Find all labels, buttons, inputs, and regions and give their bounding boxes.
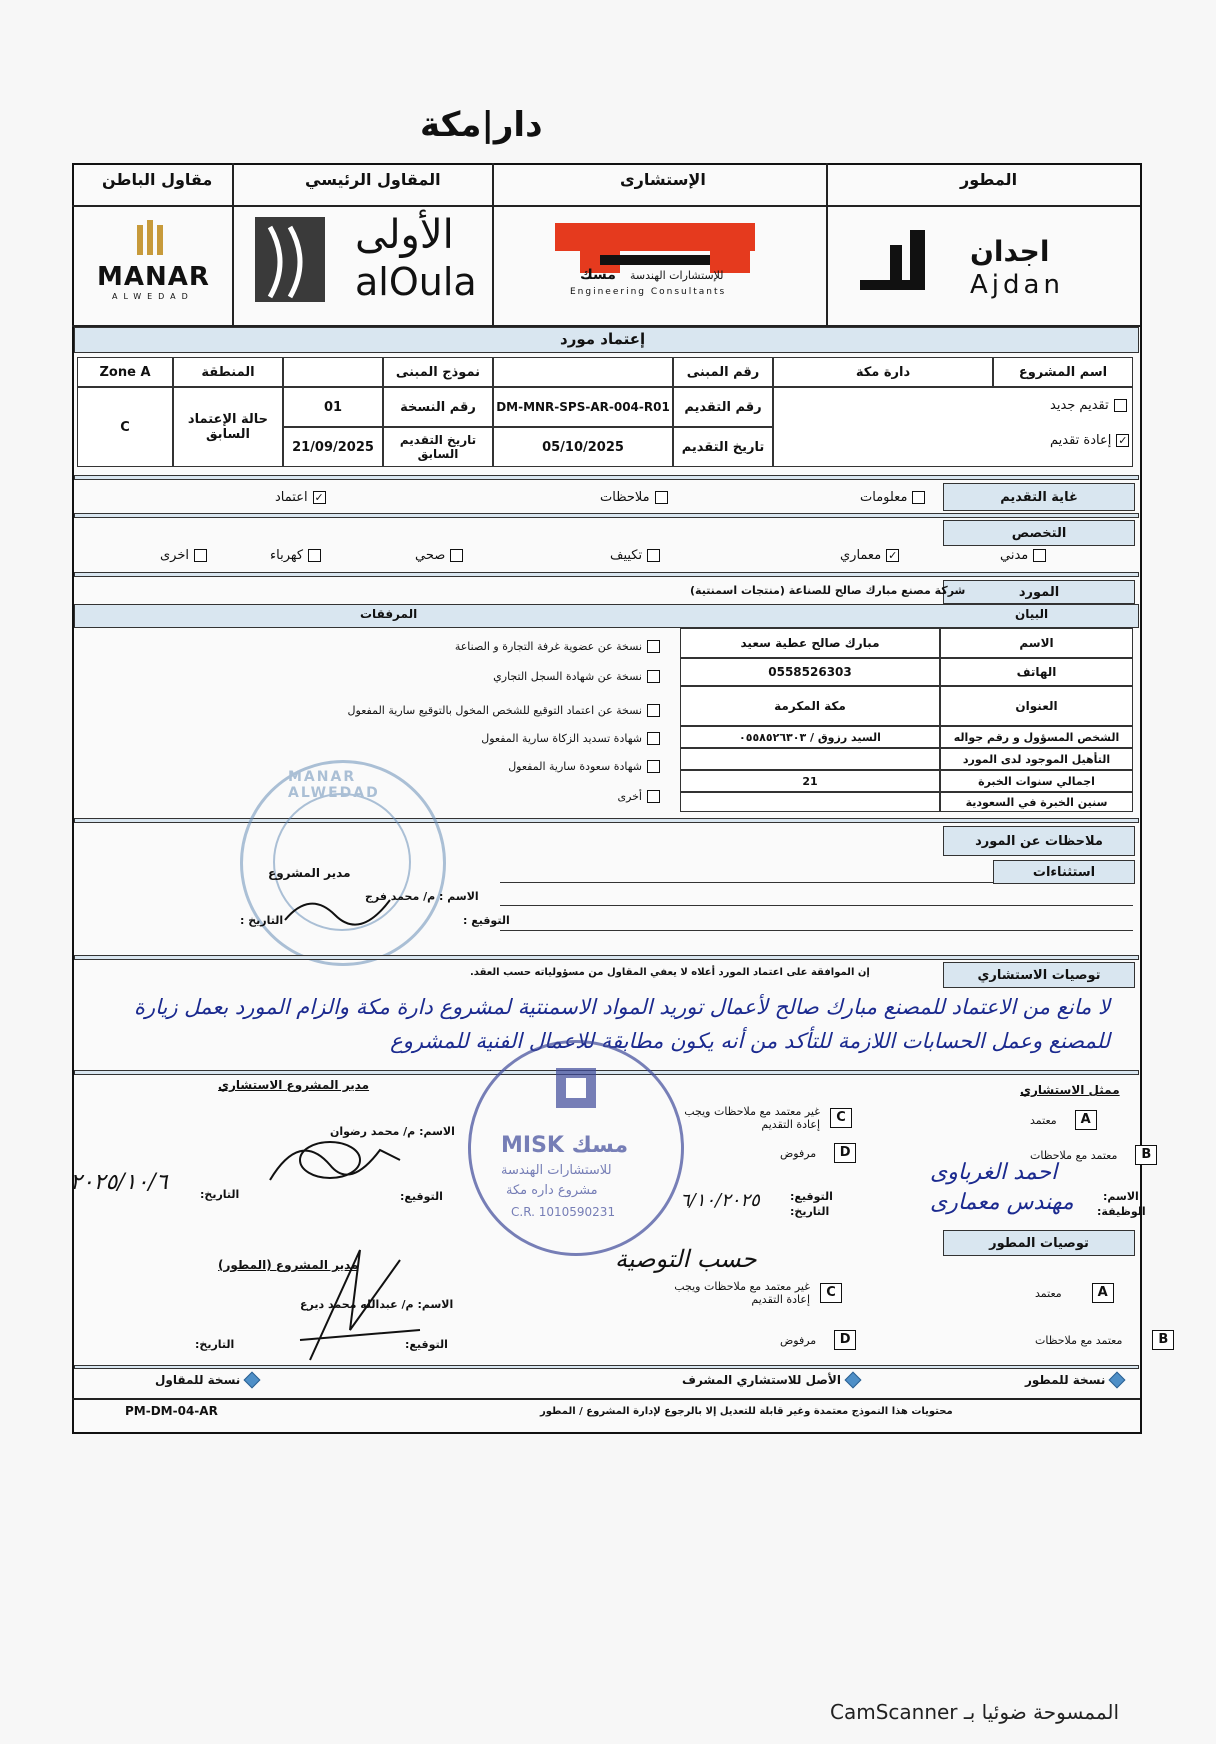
data-label: البيان [1015, 607, 1049, 621]
resubmittal-checkbox[interactable]: ✓ إعادة تقديم [1050, 433, 1128, 448]
copy-consultant: الأصل للاستشاري المشرف [682, 1373, 859, 1387]
copy-no-value: 01 [283, 387, 383, 427]
form-title: إعتماد مورد [560, 330, 646, 348]
detail-label-5: اجمالي سنوات الخبرة [940, 770, 1133, 792]
consultant-pm-title: مدير المشروع الاستشاري [218, 1078, 370, 1092]
submittal-date-label: تاريخ التقديم [673, 427, 773, 467]
attachment-item[interactable]: شهادة تسديد الزكاة سارية المفعول [481, 732, 660, 745]
camscanner-watermark: الممسوحة ضوئيا بـ CamScanner [830, 1700, 1120, 1724]
header-main-contractor: المقاول الرئيسي [305, 170, 441, 189]
contractor-pm-name: الاسم : م/ محمد فرج [365, 890, 479, 903]
prev-status-value: C [77, 387, 173, 467]
specialty-plumbing-checkbox[interactable]: صحي [415, 548, 463, 563]
rep-job-label: الوظيفة: [1097, 1205, 1146, 1218]
building-model-label: نموذج المبنى [383, 357, 493, 387]
contractor-pm-date: التاريخ : [240, 914, 284, 927]
developer-pm-title: مدير المشروع (المطور) [218, 1258, 359, 1272]
copy-no-label: رقم النسخة [383, 387, 493, 427]
ajdan-logo: اجدان Ajdan [850, 220, 1120, 310]
specialty-hvac-checkbox[interactable]: تكييف [610, 548, 660, 563]
detail-value-3: السيد رزوق / ٠٥٥٨٥٢٦٣٠٣ [680, 726, 940, 748]
building-no-value [493, 357, 673, 387]
detail-value-0: مبارك صالح عطية سعيد [680, 628, 940, 658]
rep-sign-label: التوقيع: [790, 1190, 833, 1203]
purpose-notes-checkbox[interactable]: ملاحظات [600, 490, 668, 505]
diamond-icon [1109, 1372, 1126, 1389]
prev-date-label: تاريخ التقديم السابق [383, 427, 493, 467]
dev-opt-d[interactable]: D مرفوض [780, 1330, 856, 1350]
attachment-item[interactable]: نسخة عن عضوية غرفة التجارة و الصناعة [455, 640, 660, 653]
manar-logo: MANAR ALWEDAD [92, 220, 222, 310]
project-name-label: اسم المشروع [993, 357, 1133, 387]
project-name-value: دارة مكة [773, 357, 993, 387]
rep-job-hand: مهندس معمارى [930, 1190, 1074, 1215]
attachment-item[interactable]: نسخة عن اعتماد التوقيع للشخص المخول بالتوقيع سارية المفعول [348, 704, 660, 717]
copy-developer: نسخة للمطور [1025, 1373, 1123, 1387]
developer-rec-hand: حسب التوصية [615, 1245, 757, 1273]
prev-date-value: 21/09/2025 [283, 427, 383, 467]
header-subcontractor: مقاول الباطن [102, 170, 213, 189]
prev-status-label: حالة الإعتماد السابق [173, 387, 283, 467]
supplier-label: المورد [943, 580, 1135, 604]
contractor-pm-signature [280, 885, 400, 935]
detail-value-1: 0558526303 [680, 658, 940, 686]
detail-label-3: الشخص المسؤول و رقم جواله [940, 726, 1133, 748]
rep-name-label: الاسم: [1103, 1190, 1139, 1203]
supplier-name: شركة مصنع مبارك صالح للصناعة (منتجات اسمنتية) [690, 584, 966, 597]
footer-note: محتويات هذا النموذج معتمدة وغير قابلة للتعديل إلا بالرجوع لإدارة المشروع / المطور [540, 1406, 953, 1417]
consultant-pm-sign: التوقيع: [400, 1190, 443, 1203]
new-submittal-checkbox[interactable]: تقديم جديد [1050, 398, 1127, 413]
diamond-icon [244, 1372, 261, 1389]
detail-label-0: الاسم [940, 628, 1133, 658]
rep-opt-b[interactable]: B معتمد مع ملاحظات [1030, 1145, 1157, 1165]
rep-date-label: التاريخ: [790, 1205, 830, 1218]
manar-stamp: MANAR ALWEDAD [240, 760, 446, 966]
consultant-rec-label: توصيات الاستشاري [943, 962, 1135, 988]
specialty-civil-checkbox[interactable]: مدني [1000, 548, 1046, 563]
header-developer: المطور [960, 170, 1018, 189]
zone-label: المنطقة [173, 357, 283, 387]
zone-value: Zone A [77, 357, 173, 387]
exceptions-label: استثناءات [993, 860, 1135, 884]
specialty-arch-checkbox[interactable]: ✓ معماري [840, 548, 898, 563]
specialty-other-checkbox[interactable]: اخرى [160, 548, 207, 563]
specialty-electrical-checkbox[interactable]: كهرباء [270, 548, 321, 563]
attachments-label: المرفقات [360, 607, 418, 621]
developer-rec-label: توصيات المطور [943, 1230, 1135, 1256]
supplier-notes-label: ملاحظات عن المورد [943, 826, 1135, 856]
detail-value-6 [680, 792, 940, 812]
developer-pm-name: الاسم: م/ عبدالله محمد ديرع [300, 1298, 454, 1311]
detail-value-2: مكة المكرمة [680, 686, 940, 726]
rep-opt-d[interactable]: D مرفوض [780, 1143, 856, 1163]
header-consultant: الإستشارى [620, 170, 706, 189]
purpose-label: غاية التقديم [943, 483, 1135, 511]
detail-value-5: 21 [680, 770, 940, 792]
specialty-label: التخصص [943, 520, 1135, 546]
footer-code: PM-DM-04-AR [125, 1404, 218, 1418]
contractor-pm-title: مدير المشروع [268, 866, 351, 880]
consultant-pm-signature [260, 1120, 410, 1200]
detail-label-2: العنوان [940, 686, 1133, 726]
submittal-date-value: 05/10/2025 [493, 427, 673, 467]
developer-pm-signature [290, 1240, 430, 1370]
developer-pm-date: التاريخ: [195, 1338, 235, 1351]
consultant-rec-note: إن الموافقة على اعتماد المورد أعلاه لا يعفي المقاول من مسؤولياته حسب العقد. [470, 967, 870, 978]
rep-opt-a[interactable]: A معتمد [1030, 1110, 1097, 1130]
dev-opt-c[interactable]: C غير معتمد مع ملاحظات ويجب إعادة التقديم [660, 1280, 842, 1306]
diamond-icon [844, 1372, 861, 1389]
consultant-rep-title: ممثل الاستشاري [1020, 1083, 1120, 1097]
aloula-logo: الأولى alOula [250, 212, 480, 312]
detail-label-4: التأهيل الموجود لدى المورد [940, 748, 1133, 770]
developer-pm-sign: التوقيع: [405, 1338, 448, 1351]
purpose-info-checkbox[interactable]: معلومات [860, 490, 925, 505]
misk-logo: مسك للإستشارات الهندسة Engineering Consultants [520, 215, 800, 315]
building-model-value [283, 357, 383, 387]
dev-opt-a[interactable]: A معتمد [1035, 1283, 1114, 1303]
consultant-pm-date-label: التاريخ: [200, 1188, 240, 1201]
dar-makkah-logo: دار|مكة [420, 105, 543, 145]
copy-contractor: نسخة للمقاول [155, 1373, 258, 1387]
rep-opt-c[interactable]: C غير معتمد مع ملاحظات ويجب إعادة التقديم [670, 1105, 852, 1131]
submittal-no-label: رقم التقديم [673, 387, 773, 427]
detail-label-6: سنين الخبرة في السعودية [940, 792, 1133, 812]
attachment-item[interactable]: أخرى [617, 790, 660, 803]
rep-date-hand: ٦/١٠/٢٠٢٥ [680, 1190, 760, 1211]
consultant-pm-date-hand: ٢٠٢٥/١٠/٦ [70, 1170, 168, 1195]
consultant-rec-handwriting: لا مانع من الاعتماد للمصنع مبارك صالح لأعمال توريد المواد الاسمنتية لمشروع دارة مكة والزام المورد بعمل زيارة للمصنع وعمل الحسابات اللازمة للتأكد من أنه يكون مطابقة للاعمال الفنية للمشروع [133, 995, 1110, 1053]
detail-label-1: الهاتف [940, 658, 1133, 686]
purpose-approval-checkbox[interactable]: ✓ اعتماد [275, 490, 324, 505]
misk-stamp: MISK مسك للاستشارات الهندسة مشروع داره مكة C.R. 1010590231 [468, 1040, 684, 1256]
rep-name-hand: احمد الغرباوى [930, 1160, 1058, 1185]
submittal-no-value: DM-MNR-SPS-AR-004-R01 [493, 387, 673, 427]
detail-value-4 [680, 748, 940, 770]
attachment-item[interactable]: شهادة سعودة سارية المفعول [508, 760, 660, 773]
consultant-pm-name: الاسم: م/ محمد رضوان [330, 1125, 455, 1138]
dev-opt-b[interactable]: B معتمد مع ملاحظات [1035, 1330, 1174, 1350]
building-no-label: رقم المبنى [673, 357, 773, 387]
contractor-pm-sign: التوقيع : [463, 914, 510, 927]
attachment-item[interactable]: نسخة عن شهادة السجل التجاري [493, 670, 660, 683]
